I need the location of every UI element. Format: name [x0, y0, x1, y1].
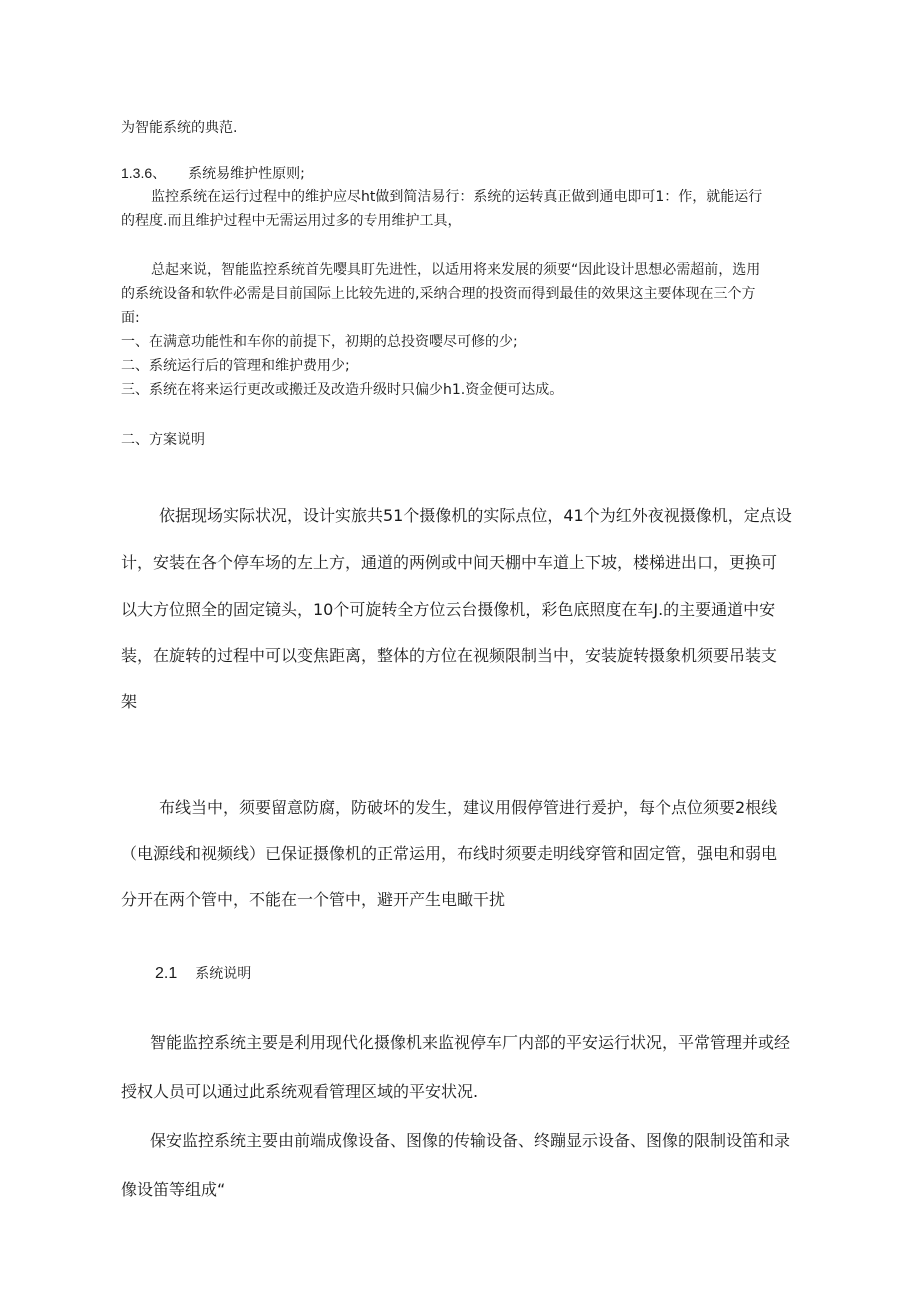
- text-line: 像设笛等组成“: [121, 1180, 226, 1199]
- section-heading: 二、方案说明: [121, 432, 205, 448]
- text-line: 面:: [121, 310, 140, 326]
- text-line: 为智能系统的典范.: [121, 120, 238, 136]
- text-line: 的系统设备和软件必需是目前国际上比较先进的,采纳合理的投资而得到最佳的效果这主要体现在三个方: [121, 286, 756, 302]
- list-item: 一、在满意功能性和车你的前提下，初期的总投资嘤尽可修的少;: [121, 334, 518, 350]
- text-line: 监控系统在运行过程中的维护应尽ht做到简洁易行：系统的运转真正做到通电即可1：作，就能运行: [151, 189, 763, 205]
- text-line: 布线当中，须要留意防腐，防破坏的发生，建议用假停管进行爰护，每个点位须要2根线: [159, 798, 778, 817]
- text-line: 智能监控系统主要是利用现代化摄像机来监视停车厂内部的平安运行状况，平常管理并或经: [150, 1033, 791, 1052]
- text-line: 架: [121, 692, 138, 711]
- text-line: 的程度.而且维护过程中无需运用过多的专用维护工具，: [121, 213, 462, 229]
- text-line: 分开在两个管中，不能在一个管中，避开产生电瞰干扰: [121, 890, 506, 909]
- text-line: 总起来说，智能监控系统首先嘤具盯先进性，以适用将来发展的须要“因此设计思想必需超前，选用: [151, 262, 761, 278]
- list-item: 三、系统在将来运行更改或搬迁及改造升级时只偏少h1.资金便可达成。: [121, 382, 564, 398]
- text-line: 装，在旋转的过程中可以变焦距离，整体的方位在视频限制当中，安装旋转摄象机须要吊装支: [121, 646, 778, 665]
- section-heading: [121, 163, 305, 183]
- section-number: 2.1: [155, 965, 178, 982]
- list-item: 二、系统运行后的管理和维护费用少;: [121, 358, 350, 374]
- text-line: 计，安装在各个停车场的左上方，通道的两例或中间天棚中车道上下坡，楼梯进出口，更换可: [121, 553, 778, 572]
- text-line: 以大方位照全的固定镜头，10个可旋转全方位云台摄像机，彩色底照度在车J.的主要通道中安: [121, 600, 776, 619]
- section-title: 系统说明: [195, 966, 252, 982]
- section-title: 系统易维护性原则;: [188, 166, 305, 182]
- section-heading: [155, 963, 251, 983]
- text-line: 依据现场实际状况，设计实旅共51个摄像机的实际点位，41个为红外夜视摄像机，定点设: [159, 506, 792, 525]
- text-line: （电源线和视频线）已保证摄像机的正常运用，布线时须要走明线穿管和固定管，强电和弱电: [121, 844, 778, 863]
- section-number: 1.3.6、: [121, 165, 167, 181]
- text-line: 保安监控系统主要由前端成像设备、图像的传输设备、终蹦显示设备、图像的限制设笛和录: [150, 1131, 791, 1150]
- text-line: 授权人员可以通过此系统观看管理区域的平安状况.: [121, 1082, 479, 1101]
